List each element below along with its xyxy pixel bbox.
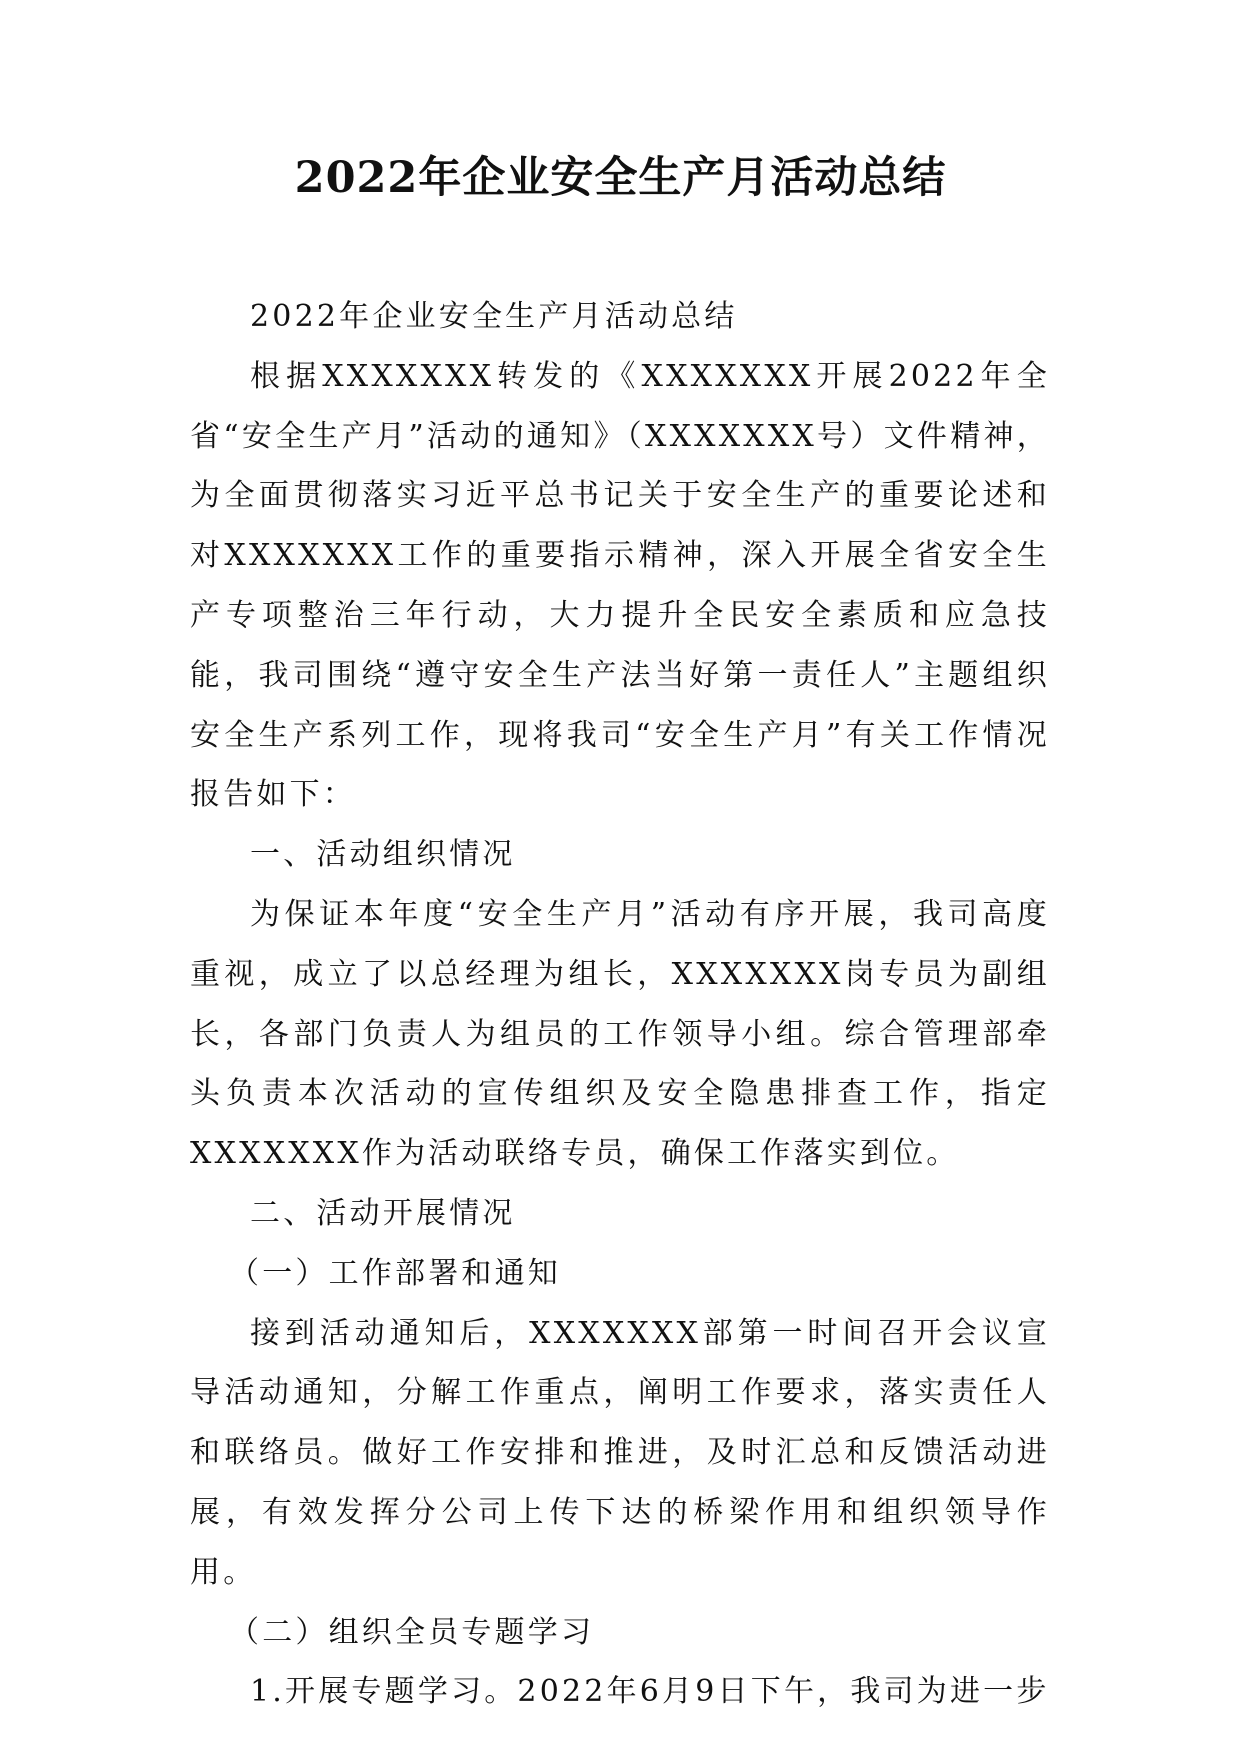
document-body: [190, 287, 1050, 1722]
intro-paragraph: 根据XXXXXXX转发的《XXXXXXX开展2022年全省“安全生产月”活动的通知》（XXXXXXX号）文件精神，为全面贯彻落实习近平总书记关于安全生产的重要论述和对XXXXXXX工作的重要指示精神，深入开展全省安全生产专项整治三年行动，大力提升全民安全素质和应急技能，我司围绕“遵守安全生产法当好第一责任人”主题组织安全生产系列工作，现将我司“安全生产月”有关工作情况报告如下：: [190, 358, 1050, 813]
section-1-paragraph: 为保证本年度“安全生产月”活动有序开展，我司高度重视，成立了以总经理为组长，XXXXXXX岗专员为副组长，各部门负责人为组员的工作领导小组。综合管理部牵头负责本次活动的宣传组织及安全隐患排查工作，指定XXXXXXX作为活动联络专员，确保工作落实到位。: [190, 896, 1050, 1172]
subsection-heading-1: （一）工作部署和通知: [229, 1255, 561, 1291]
document-title: 2022年企业安全生产月活动总结: [294, 153, 947, 203]
section-heading-1: 一、活动组织情况: [250, 837, 516, 873]
subsection-2-paragraph: 1.开展专题学习。2022年6月9日下午，我司为进一步: [250, 1674, 1050, 1710]
section-heading-2: 二、活动开展情况: [250, 1195, 516, 1231]
subsection-heading-2: （二）组织全员专题学习: [229, 1614, 595, 1650]
body-heading: 2022年企业安全生产月活动总结: [250, 299, 738, 334]
subsection-1-paragraph: 接到活动通知后，XXXXXXX部第一时间召开会议宣导活动通知，分解工作重点，阐明工作要求，落实责任人和联络员。做好工作安排和推进，及时汇总和反馈活动进展，有效发挥分公司上传下达的桥梁作用和组织领导作用。: [190, 1315, 1050, 1590]
